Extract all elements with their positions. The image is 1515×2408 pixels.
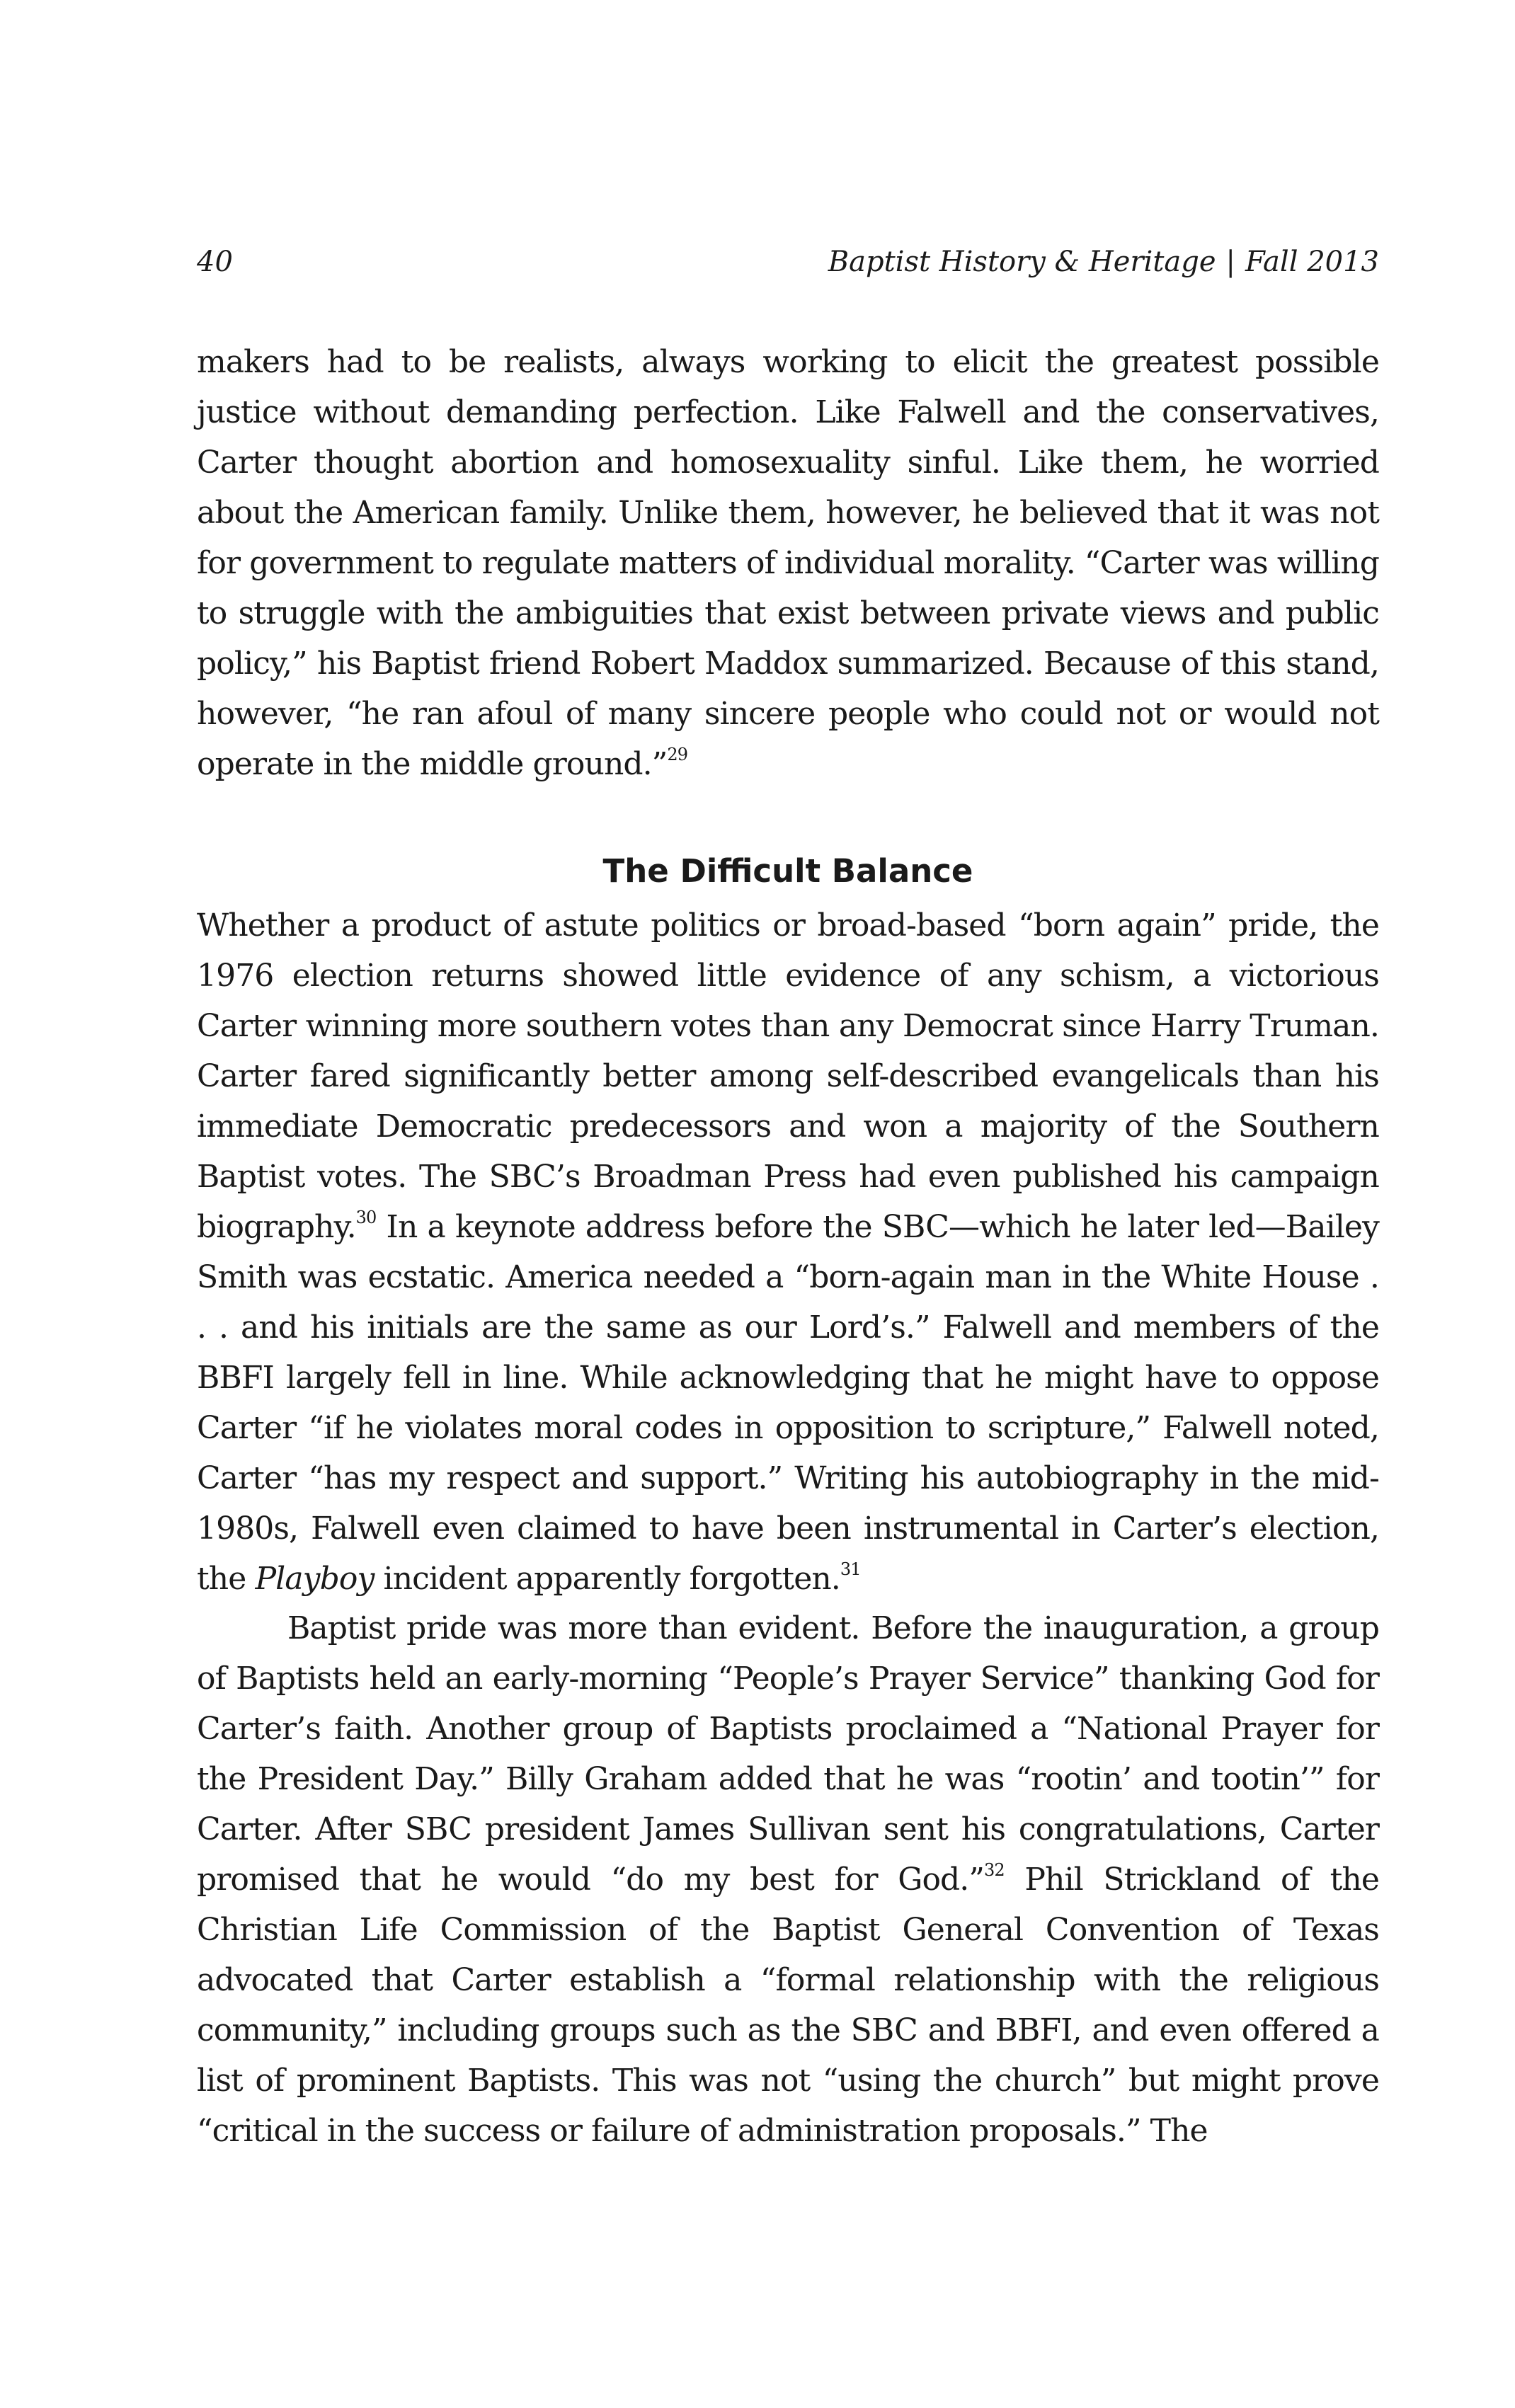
section-heading: The Difficult Balance: [602, 852, 973, 890]
body-paragraph-1: [197, 337, 1379, 789]
footnote-ref-31: 31: [840, 1559, 861, 1579]
footnote-ref-30: 30: [355, 1208, 377, 1227]
issue-label: Fall 2013: [1245, 246, 1379, 278]
footnote-ref-32: 32: [983, 1860, 1005, 1880]
body-paragraph-2: [197, 900, 1379, 1604]
playboy-title: Playboy: [255, 1561, 375, 1597]
header-separator: |: [1225, 246, 1236, 278]
paragraph-3-text-a: Baptist pride was more than evident. Before the inauguration, a group of Baptists held an early-morning “People’s Prayer Service” thanking God for Carter’s faith. Another group of Baptists proclaimed a “National Prayer for the President Day.” Billy Graham added that he was “rootin’ and tootin’” for Carter. After SBC president James Sullivan sent his congratulations, Carter promised that he would “do my best for God.”: [197, 1610, 1379, 1898]
page-number: 40: [197, 246, 233, 278]
paragraph-3-text-b: Phil Strickland of the Christian Life Commission of the Baptist General Convention of Texas advocated that Carter establish a “formal relationship with the religious community,” including groups such as the SBC and BBFI, and even offered a list of prominent Baptists. This was not “using the church” but might prove “critical in the success or failure of administration proposals.” The: [197, 1862, 1379, 2149]
footnote-ref-29: 29: [667, 745, 688, 764]
journal-title: Baptist History & Heritage: [828, 246, 1216, 278]
paragraph-1-text: makers had to be realists, always working to elicit the greatest possible justice without demanding perfection. Like Falwell and the conservatives, Carter thought abortion and homosexuality sinful. Like them, he worried about the American family. Unlike them, however, he believed that it was not for government to regulate matters of individual morality. “Carter was willing to struggle with the ambiguities that exist between private views and public policy,” his Baptist friend Robert Maddox summarized. Because of this stand, however, “he ran afoul of many sincere people who could not or would not operate in the middle ground.”: [197, 344, 1379, 782]
document-page: [197, 0, 1379, 2408]
paragraph-2-text-a: Whether a product of astute politics or broad-based “born again” pride, the 1976 election returns showed little evidence of any schism, a victorious Carter winning more southern votes than any Democrat since Harry Truman. Carter fared significantly better among self-described evangelicals than his immediate Democratic predecessors and won a majority of the Southern Baptist votes. The SBC’s Broadman Press had even published his campaign biography.: [197, 907, 1379, 1245]
journal-info: [828, 241, 1379, 283]
body-paragraph-3: [197, 1603, 1379, 2156]
paragraph-2-text-c: incident apparently forgotten.: [374, 1561, 840, 1597]
paragraph-2-text-b: In a keynote address before the SBC—which he later led—Bailey Smith was ecstatic. America needed a “born-again man in the White House . . . and his initials are the same as our Lord’s.” Falwell and members of the BBFI largely fell in line. While acknowledging that he might have to oppose Carter “if he violates moral codes in opposition to scripture,” Falwell noted, Carter “has my respect and support.” Writing his autobiography in the mid-1980s, Falwell even claimed to have been instrumental in Carter’s election, the: [197, 1209, 1379, 1597]
running-head: [197, 241, 1379, 283]
